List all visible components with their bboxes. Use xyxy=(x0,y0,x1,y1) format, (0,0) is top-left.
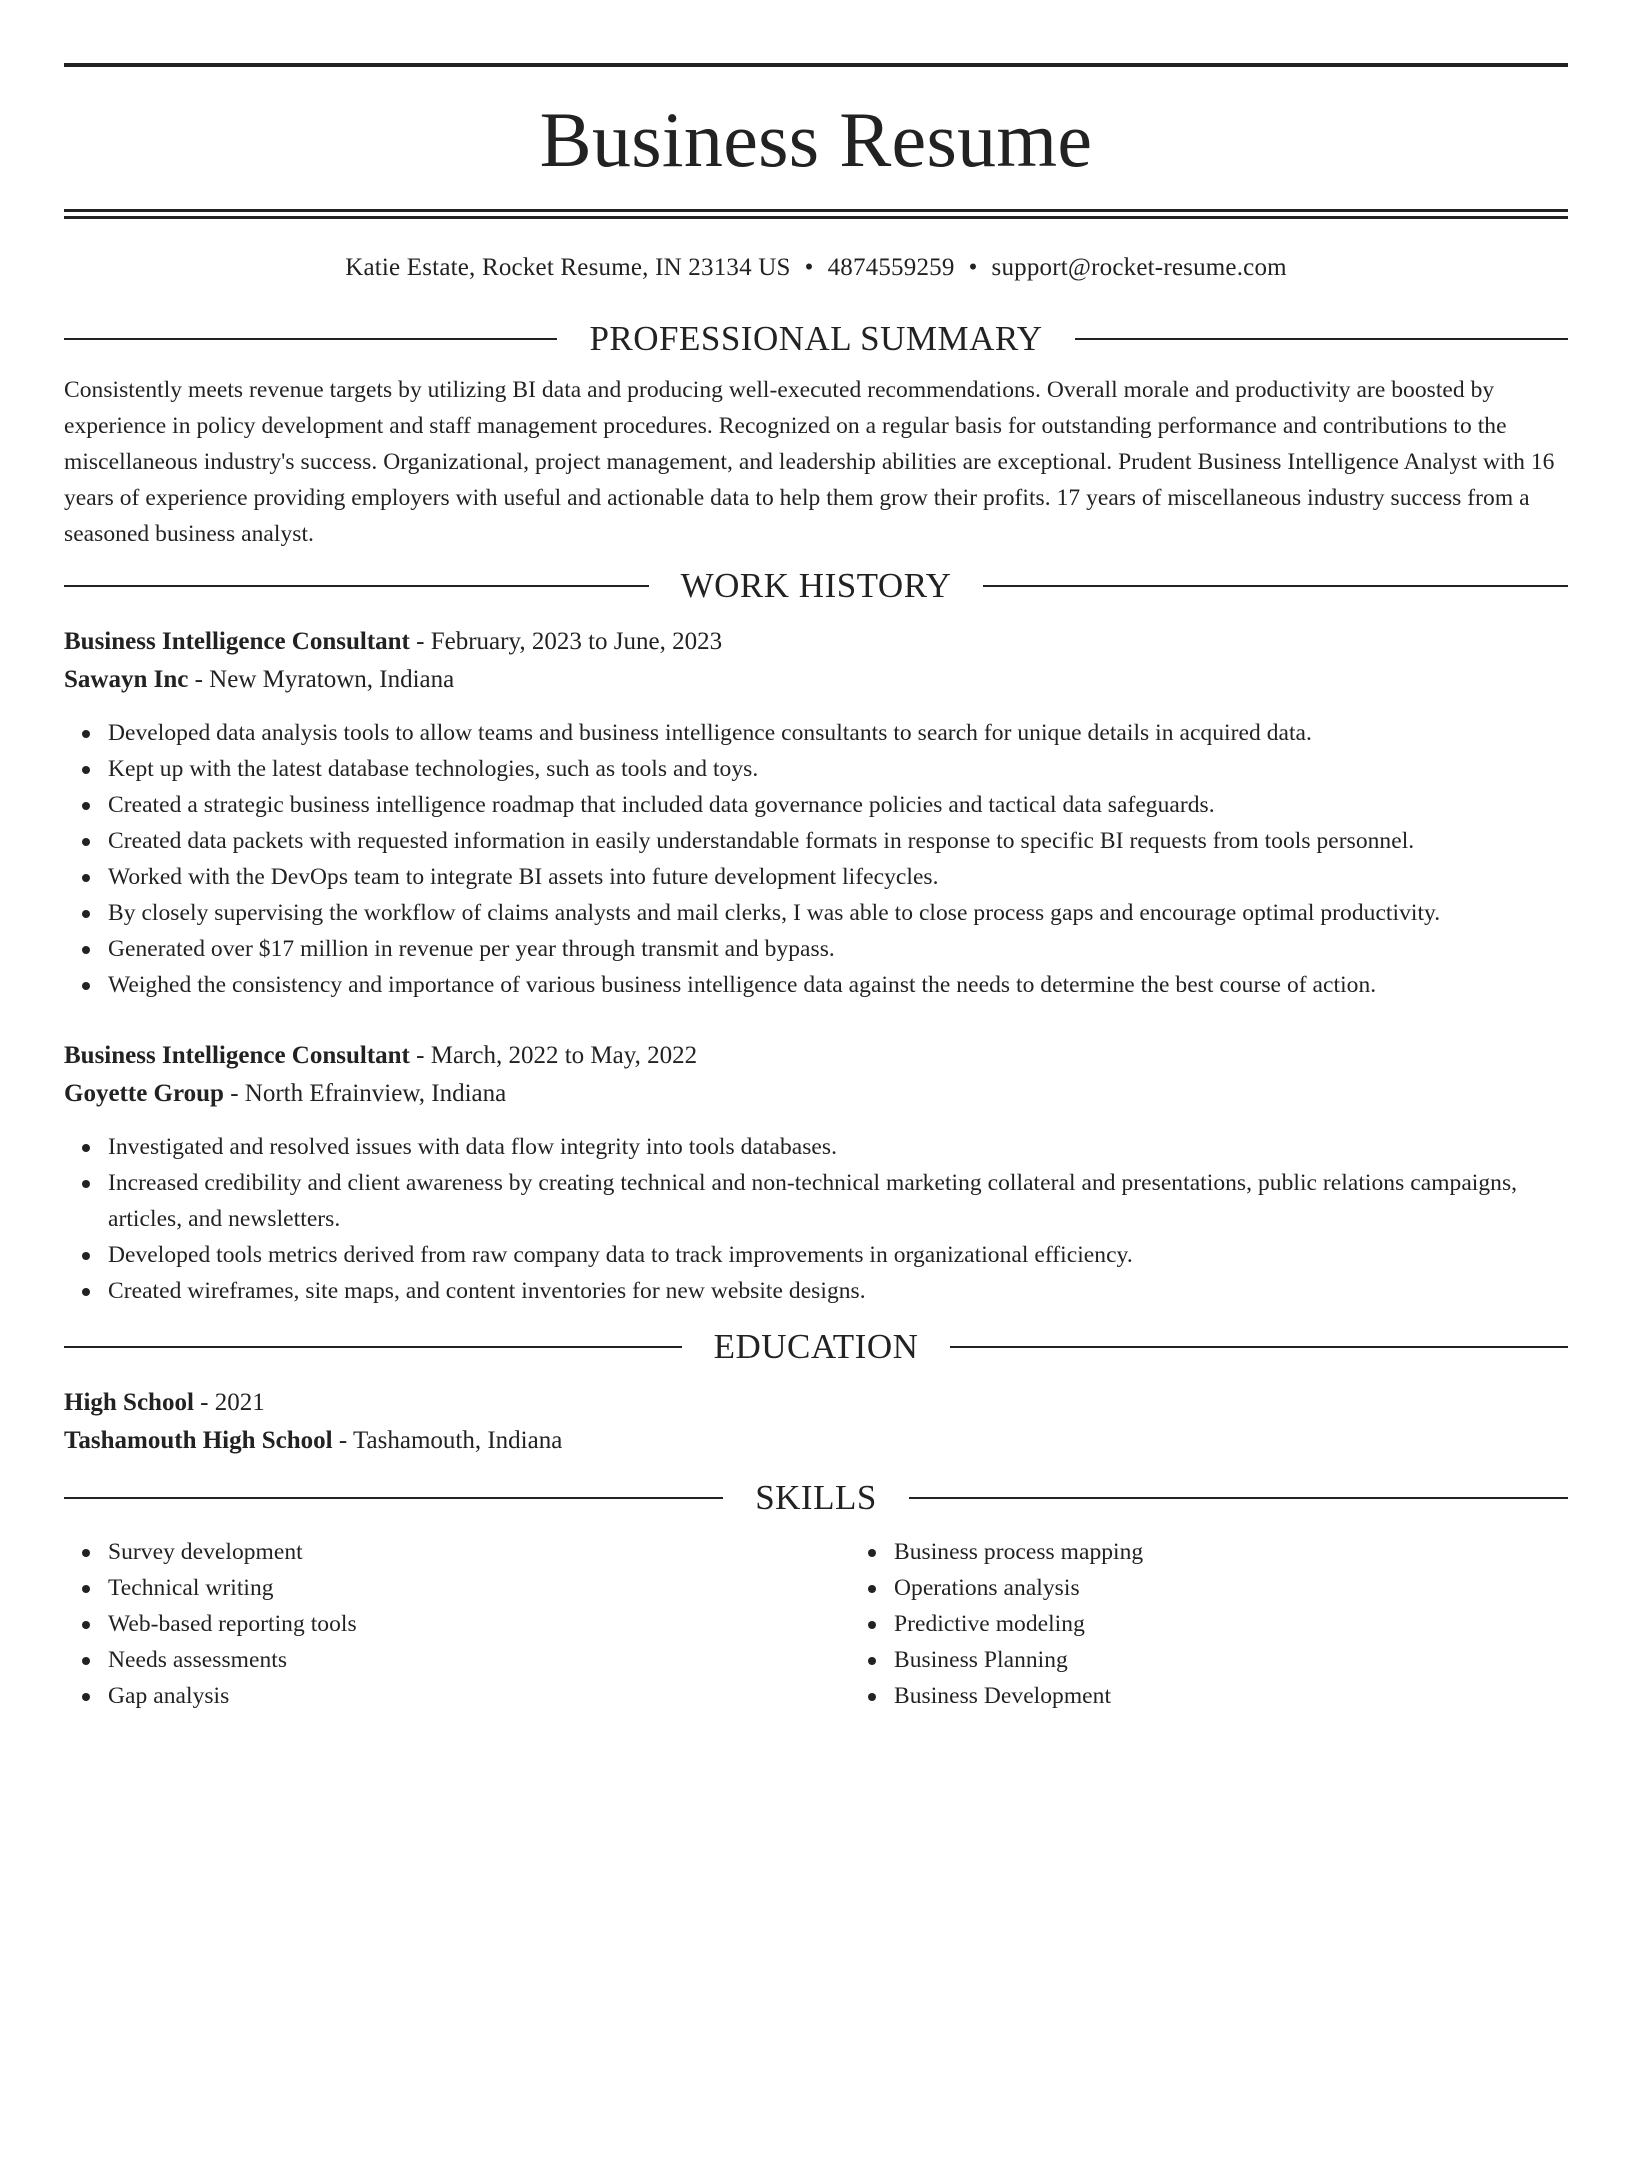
skill-text: Survey development xyxy=(108,1539,303,1565)
resume-title: Business Resume xyxy=(539,96,1093,183)
contact-separator: • xyxy=(804,254,814,281)
list-item xyxy=(894,1570,1568,1606)
section-title: EDUCATION xyxy=(713,1327,919,1366)
bullet-icon xyxy=(82,1144,90,1152)
job-company-line xyxy=(64,661,1568,699)
bullet-icon xyxy=(82,838,90,846)
section-title: WORK HISTORY xyxy=(680,566,952,605)
bullet-icon xyxy=(868,1693,876,1701)
bullet-text: Created data packets with requested information in easily understandable formats in response to specific BI requests from tools personnel. xyxy=(108,828,1415,854)
bullet-icon xyxy=(82,1693,90,1701)
heading-rule xyxy=(983,585,1568,587)
job-title: Business Intelligence Consultant xyxy=(64,628,410,655)
bullet-icon xyxy=(82,1252,90,1260)
job-location: - North Efrainview, Indiana xyxy=(223,1080,507,1107)
bullet-text: Kept up with the latest database technologies, such as tools and toys. xyxy=(108,756,759,782)
education-school-line xyxy=(64,1422,1568,1460)
bullet-text: By closely supervising the workflow of claims analysts and mail clerks, I was able to close process gaps and encourage optimal productivity. xyxy=(108,900,1441,926)
skill-text: Business Development xyxy=(894,1683,1112,1709)
bullet-text: Worked with the DevOps team to integrate BI assets into future development lifecycles. xyxy=(108,864,939,890)
job-bullets xyxy=(64,715,1568,1003)
list-item xyxy=(108,1237,1568,1273)
title-double-rule xyxy=(64,209,1568,219)
bullet-icon xyxy=(82,766,90,774)
bullet-text: Created a strategic business intelligence roadmap that included data governance policies and tactical data safeguards. xyxy=(108,792,1215,818)
list-item xyxy=(108,751,1568,787)
skill-text: Predictive modeling xyxy=(894,1611,1085,1637)
list-item xyxy=(894,1606,1568,1642)
job-title: Business Intelligence Consultant xyxy=(64,1042,410,1069)
list-item xyxy=(108,787,1568,823)
job-company: Goyette Group xyxy=(64,1080,224,1107)
heading-rule xyxy=(1075,338,1568,340)
bullet-icon xyxy=(82,730,90,738)
list-item xyxy=(108,859,1568,895)
job-title-line xyxy=(64,623,1568,661)
bullet-text: Weighed the consistency and importance of various business intelligence data against the needs to determine the best course of action. xyxy=(108,972,1377,998)
skill-text: Technical writing xyxy=(108,1575,274,1601)
summary-paragraph: Consistently meets revenue targets by utilizing BI data and producing well-executed recommendations. Overall morale and productivity are boosted by experience in policy development and staff management procedures. Recognized on a regular basis for outstanding performance and contributions to the miscellaneous industry's success. Organizational, project management, and leadership abilities are exceptional. Prudent Business Intelligence Analyst with 16 years of experience providing employers with useful and actionable data to help them grow their profits. 17 years of miscellaneous industry success from a seasoned business analyst. xyxy=(64,377,1555,547)
list-item xyxy=(108,1570,850,1606)
skills-column-left xyxy=(64,1534,850,1714)
list-item xyxy=(108,895,1568,931)
list-item xyxy=(108,1165,1568,1237)
skill-text: Business Planning xyxy=(894,1647,1068,1673)
contact-email: support@rocket-resume.com xyxy=(991,254,1287,281)
list-item xyxy=(108,823,1568,859)
list-item xyxy=(894,1678,1568,1714)
skill-text: Needs assessments xyxy=(108,1647,288,1673)
job-entry xyxy=(64,623,1568,1003)
section-heading-skills xyxy=(64,1478,1568,1518)
heading-rule xyxy=(64,1497,723,1499)
section-heading-education xyxy=(64,1327,1568,1367)
section-heading-work-history xyxy=(64,566,1568,606)
bullet-icon xyxy=(82,1657,90,1665)
bullet-icon xyxy=(868,1621,876,1629)
list-item xyxy=(108,967,1568,1003)
bullet-icon xyxy=(82,1549,90,1557)
bullet-text: Created wireframes, site maps, and content inventories for new website designs. xyxy=(108,1278,866,1304)
job-entry xyxy=(64,1037,1568,1309)
contact-separator: • xyxy=(968,254,978,281)
heading-rule xyxy=(909,1497,1568,1499)
bullet-text: Investigated and resolved issues with data flow integrity into tools databases. xyxy=(108,1134,838,1160)
job-bullets xyxy=(64,1129,1568,1309)
resume-page xyxy=(0,63,1632,2175)
job-dates: - February, 2023 to June, 2023 xyxy=(409,628,723,655)
bullet-icon xyxy=(868,1657,876,1665)
education-year: - 2021 xyxy=(193,1389,265,1416)
list-item xyxy=(894,1534,1568,1570)
bullet-icon xyxy=(82,802,90,810)
bullet-icon xyxy=(82,1621,90,1629)
heading-rule xyxy=(950,1346,1568,1348)
skills-grid xyxy=(64,1534,1568,1714)
job-company: Sawayn Inc xyxy=(64,666,189,693)
section-heading-summary xyxy=(64,319,1568,359)
heading-rule xyxy=(64,338,557,340)
bullet-icon xyxy=(82,982,90,990)
list-item xyxy=(108,1129,1568,1165)
list-item xyxy=(108,1273,1568,1309)
bullet-icon xyxy=(82,946,90,954)
section-title: PROFESSIONAL SUMMARY xyxy=(589,319,1043,358)
heading-rule xyxy=(64,1346,682,1348)
skill-text: Gap analysis xyxy=(108,1683,230,1709)
list-item xyxy=(108,715,1568,751)
bullet-text: Increased credibility and client awareness by creating technical and non-technical marketing collateral and presentations, public relations campaigns, articles, and newsletters. xyxy=(108,1170,1518,1232)
bullet-icon xyxy=(82,874,90,882)
job-dates: - March, 2022 to May, 2022 xyxy=(409,1042,698,1069)
bullet-text: Developed data analysis tools to allow teams and business intelligence consultants to search for unique details in acquired data. xyxy=(108,720,1312,746)
contact-address: Katie Estate, Rocket Resume, IN 23134 US xyxy=(345,254,791,281)
bullet-text: Developed tools metrics derived from raw company data to track improvements in organizational efficiency. xyxy=(108,1242,1133,1268)
education-location: - Tashamouth, Indiana xyxy=(332,1427,563,1454)
list-item xyxy=(894,1642,1568,1678)
bullet-text: Generated over $17 million in revenue per year through transmit and bypass. xyxy=(108,936,835,962)
education-degree-line xyxy=(64,1384,1568,1422)
contact-phone: 4874559259 xyxy=(827,254,955,281)
bullet-icon xyxy=(868,1549,876,1557)
list-item xyxy=(108,931,1568,967)
list-item xyxy=(108,1642,850,1678)
list-item xyxy=(108,1534,850,1570)
education-degree: High School xyxy=(64,1389,194,1416)
bullet-icon xyxy=(868,1585,876,1593)
list-item xyxy=(108,1678,850,1714)
skill-text: Operations analysis xyxy=(894,1575,1080,1601)
heading-rule xyxy=(64,585,649,587)
bullet-icon xyxy=(82,1585,90,1593)
job-title-line xyxy=(64,1037,1568,1075)
job-location: - New Myratown, Indiana xyxy=(188,666,455,693)
bullet-icon xyxy=(82,1180,90,1188)
list-item xyxy=(108,1606,850,1642)
education-entry xyxy=(64,1384,1568,1460)
skill-text: Web-based reporting tools xyxy=(108,1611,357,1637)
contact-line xyxy=(64,253,1568,283)
job-company-line xyxy=(64,1075,1568,1113)
skill-text: Business process mapping xyxy=(894,1539,1144,1565)
skills-column-right xyxy=(850,1534,1568,1714)
education-school: Tashamouth High School xyxy=(64,1427,333,1454)
top-rule xyxy=(64,63,1568,67)
section-title: SKILLS xyxy=(755,1478,877,1517)
bullet-icon xyxy=(82,1288,90,1296)
bullet-icon xyxy=(82,910,90,918)
